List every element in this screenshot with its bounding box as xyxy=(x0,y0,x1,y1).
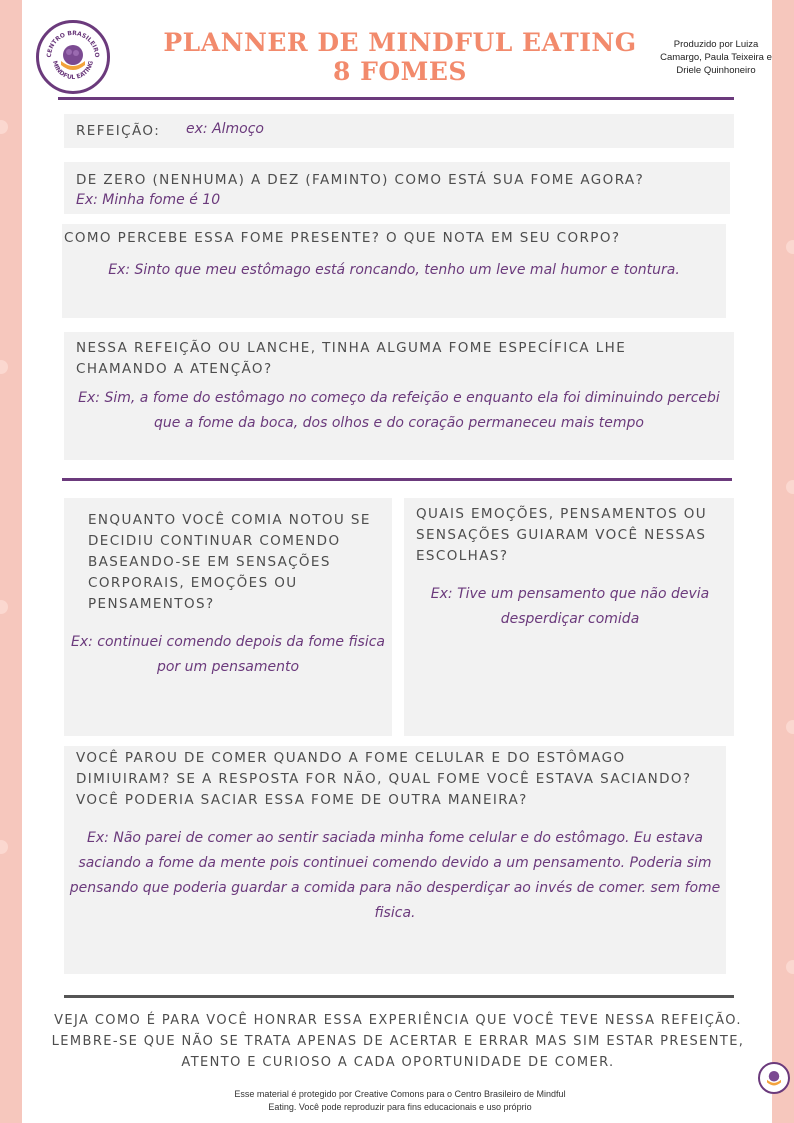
brain-hands-logo-icon xyxy=(760,1064,788,1092)
question-6: VOCÊ PAROU DE COMER QUANDO A FOME CELULAR E DO ESTÔMAGO DIMIUIRAM? SE A RESPOSTA FOR NÃO, QUAL FOME VOCÊ ESTAVA SACIANDO? VOCÊ PODERIA SACIAR ESSA FOME DE OUTRA MANEIRA? xyxy=(76,750,692,808)
question-3: NESSA REFEIÇÃO OU LANCHE, TINHA ALGUMA FOME ESPECÍFICA LHE CHAMANDO A ATENÇÃO? xyxy=(76,340,627,377)
meal-answer: ex: Almoço xyxy=(186,121,264,137)
decorative-dot xyxy=(0,600,8,614)
svg-text:CENTRO BRASILEIRO: CENTRO BRASILEIRO xyxy=(45,29,101,58)
question-box-2 xyxy=(62,224,726,318)
question-1: DE ZERO (NENHUMA) A DEZ (FAMINTO) COMO ESTÁ SUA FOME AGORA? xyxy=(76,172,645,188)
decorative-dot xyxy=(786,720,794,734)
title-line-2: 8 FOMES xyxy=(333,57,467,86)
question-box-1 xyxy=(64,162,730,214)
svg-text:MINDFUL EATING: MINDFUL EATING xyxy=(50,60,95,82)
decorative-dot xyxy=(786,240,794,254)
credit-text: Produzido por Luiza Camargo, Paula Teixeira e Driele Quinhoneiro xyxy=(660,39,772,76)
logo xyxy=(36,20,110,94)
decorative-dot xyxy=(0,840,8,854)
meal-box xyxy=(64,114,734,148)
copyright-notice: Esse material é protegido por Creative Comons para o Centro Brasileiro de Mindful Eating. Você pode reproduzir para fins educacionais e uso próprio xyxy=(234,1089,566,1112)
question-5: QUAIS EMOÇÕES, PENSAMENTOS OU SENSAÇÕES GUIARAM VOCÊ NESSAS ESCOLHAS? xyxy=(416,506,708,564)
divider xyxy=(62,478,732,481)
page-title xyxy=(150,28,650,86)
question-2: COMO PERCEBE ESSA FOME PRESENTE? O QUE NOTA EM SEU CORPO? xyxy=(64,230,621,246)
answer-2: Ex: Sinto que meu estômago está roncando, tenho um leve mal humor e tontura. xyxy=(108,262,680,278)
answer-5: Ex: Tive um pensamento que não devia desperdiçar comida xyxy=(430,586,710,627)
question-box-5 xyxy=(404,498,734,736)
brain-hands-logo-icon xyxy=(41,25,105,89)
answer-1: Ex: Minha fome é 10 xyxy=(76,192,221,208)
question-box-4 xyxy=(64,498,392,736)
decorative-dot xyxy=(786,480,794,494)
decorative-dot xyxy=(786,960,794,974)
question-box-6 xyxy=(64,746,726,974)
closing-message: VEJA COMO É PARA VOCÊ HONRAR ESSA EXPERIÊNCIA QUE VOCÊ TEVE NESSA REFEIÇÃO. LEMBRE-SE QUE NÃO SE TRATA APENAS DE ACERTAR E ERRAR MAS SIM ESTAR PRESENTE, ATENTO E CURIOSO A CADA OPORTUNIDADE DE COMER. xyxy=(51,1013,745,1070)
answer-3: Ex: Sim, a fome do estômago no começo da refeição e enquanto ela foi diminuindo percebi que a fome da boca, dos olhos e do coração permaneceu mais tempo xyxy=(78,390,720,431)
title-line-1: PLANNER DE MINDFUL EATING xyxy=(163,28,637,57)
divider xyxy=(64,995,734,998)
decorative-dot xyxy=(0,360,8,374)
answer-4: Ex: continuei comendo depois da fome fisica por um pensamento xyxy=(70,634,385,675)
question-4: ENQUANTO VOCÊ COMIA NOTOU SE DECIDIU CONTINUAR COMENDO BASEANDO-SE EM SENSAÇÕES CORPORAIS, EMOÇÕES OU PENSAMENTOS? xyxy=(88,512,371,612)
answer-6: Ex: Não parei de comer ao sentir saciada minha fome celular e do estômago. Eu estava saciando a fome da mente pois continuei comendo devido a um pensamento. Poderia sim pensando que poderia guardar a comida para não desperdiçar ao invés de comer. sem fome fisica. xyxy=(69,830,721,921)
decorative-dot xyxy=(0,120,8,134)
meal-label: REFEIÇÃO: xyxy=(76,123,161,139)
divider xyxy=(58,97,734,100)
footer-logo xyxy=(758,1062,790,1094)
question-box-3 xyxy=(64,332,734,460)
